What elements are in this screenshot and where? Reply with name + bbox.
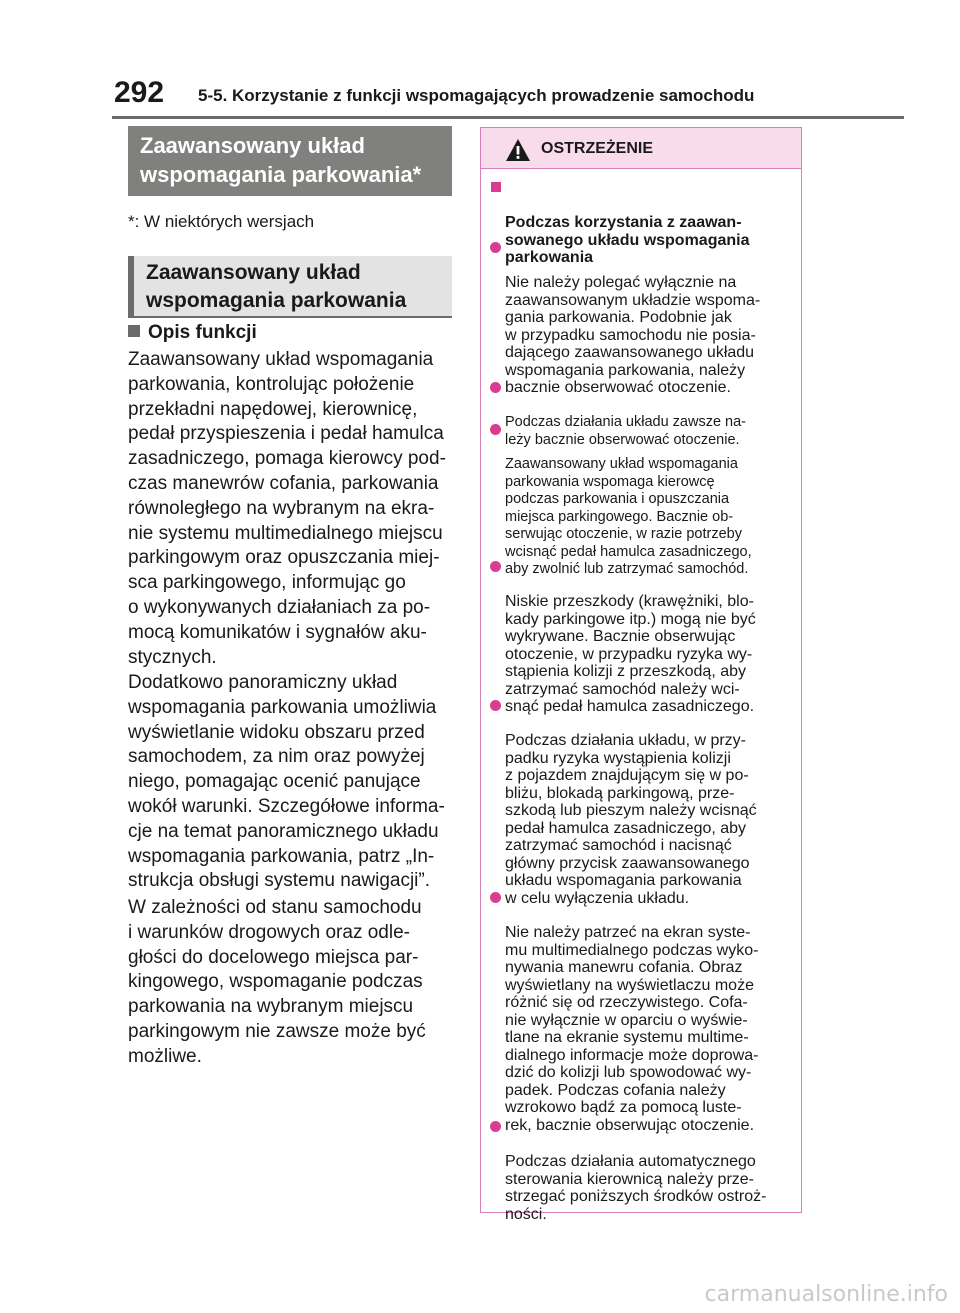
section-title: 5-5. Korzystanie z funkcji wspomagających prowadzenie samochodu	[198, 86, 755, 105]
warning-item: Niskie przeszkody (krawężniki, blo- kady parkingowe itp.) mogą nie być wykrywane. Bacznie obserwując otoczenie, w przypadku ryzyka wy- stąpienia kolizji z przeszkodą, aby zatrzymać samochód należy wci- snąć pedał hamulca zasadniczego.	[489, 558, 799, 733]
warning-heading: Podczas korzystania z zaawan- sowanego układu wspomagania parkowania	[489, 179, 799, 284]
warning-item: Podczas działania układu zawsze na- leży bacznie obserwować otoczenie.	[489, 379, 799, 467]
bullet-dot-icon	[490, 1121, 501, 1132]
warning-label: OSTRZEŻENIE	[541, 140, 654, 157]
header-divider	[112, 116, 904, 119]
paragraph-availability: W zależności od stanu samochodu i warunków drogowych oraz odle- głości do docelowego miejsca par- kingowego, wspomaganie podczas parkowania na wybranym miejscu parkingowym nie zawsze może być możliwe.	[128, 897, 426, 1067]
warning-header	[481, 128, 801, 169]
bullet-dot-icon	[490, 242, 501, 253]
square-bullet-icon	[128, 325, 140, 337]
main-title: Zaawansowany układ wspomagania parkowania*	[128, 126, 452, 196]
square-bullet-icon	[491, 182, 501, 192]
sub-title: Zaawansowany układ wspomagania parkowania	[128, 256, 452, 316]
bullet-dot-icon	[490, 561, 501, 572]
paragraph-panoramic: Dodatkowo panoramiczny układ wspomagania parkowania umożliwia wyświetlanie widoku obszaru przed samochodem, za nim oraz powyżej niego, pomagając ocenić panujące wokół warunki. Szczegółowe informa- cje na temat panoramicznego układu wspomagania parkowania, patrz „In- strukcja obsługi systemu nawigacji”.	[128, 672, 445, 892]
warning-item: Nie należy polegać wyłącznie na zaawansowanym układzie wspoma- gania parkowania. Podobnie jak w przypadku samochodu nie posia- dającego zaawansowanego układu wspomagania parkowania, należy bacznie obserwować otoczenie.	[489, 239, 799, 414]
bullet-dot-icon	[490, 700, 501, 711]
warning-item: Podczas działania automatycznego sterowania kierownicą należy prze- strzegać poniższych środków ostroż- ności.	[489, 1118, 799, 1241]
warning-item: Zaawansowany układ wspomagania parkowania wspomaga kierowcę podczas parkowania i opuszczania miejsca parkingowego. Bacznie ob- serwując otoczenie, w razie potrzeby wcisnąć pedał hamulca zasadniczego, aby zwolnić lub zatrzymać samochód.	[489, 421, 799, 596]
function-heading	[128, 322, 257, 344]
warning-triangle-icon	[505, 138, 531, 162]
page-number: 292	[114, 76, 165, 109]
function-heading-text: Opis funkcji	[148, 322, 257, 343]
bullet-dot-icon	[490, 892, 501, 903]
sub-title-divider	[128, 316, 452, 318]
watermark: carmanualsonline.info	[704, 1282, 948, 1307]
bullet-dot-icon	[490, 424, 501, 435]
warning-item: Podczas działania układu, w przy- padku ryzyka wystąpienia kolizji z pojazdem znajdującym się w po- bliżu, blokadą parkingową, prze- szkodą lub pieszym należy wcisnąć pedał hamulca zasadniczego, aby zatrzymać samochód i nacisnąć główny przycisk zaawansowanego układu wspomagania parkowania w celu wyłączenia układu.	[489, 697, 799, 925]
footnote: *: W niektórych wersjach	[128, 212, 315, 231]
paragraph-description: Zaawansowany układ wspomagania parkowania, kontrolując położenie przekładni napędowej, kierownicę, pedał przyspieszenia i pedał hamulca zasadniczego, pomaga kierowcy pod- czas manewrów cofania, parkowania równoległego na wybranym na ekra- nie systemu multimedialnego miejscu parkingowym oraz opuszczania miej- sca parkingowego, informując go o wykonywanych działaniach za po- mocą komunikatów i sygnałów aku- stycznych.	[128, 349, 446, 668]
bullet-dot-icon	[490, 382, 501, 393]
warning-item: Nie należy patrzeć na ekran syste- mu multimedialnego podczas wyko- nywania manewru cofania. Obraz wyświetlany na wyświetlaczu może różnić się od rzeczywistego. Cofa- nie wyłącznie w oparciu o wyświe- tlane na ekranie systemu multime- dialnego informacje może doprowa- dzić do kolizji lub spowodować wy- padek. Podczas cofania należy wzrokowo bądź za pomocą luste- rek, bacznie obserwując otoczenie.	[489, 889, 799, 1152]
warning-box	[480, 127, 802, 1223]
